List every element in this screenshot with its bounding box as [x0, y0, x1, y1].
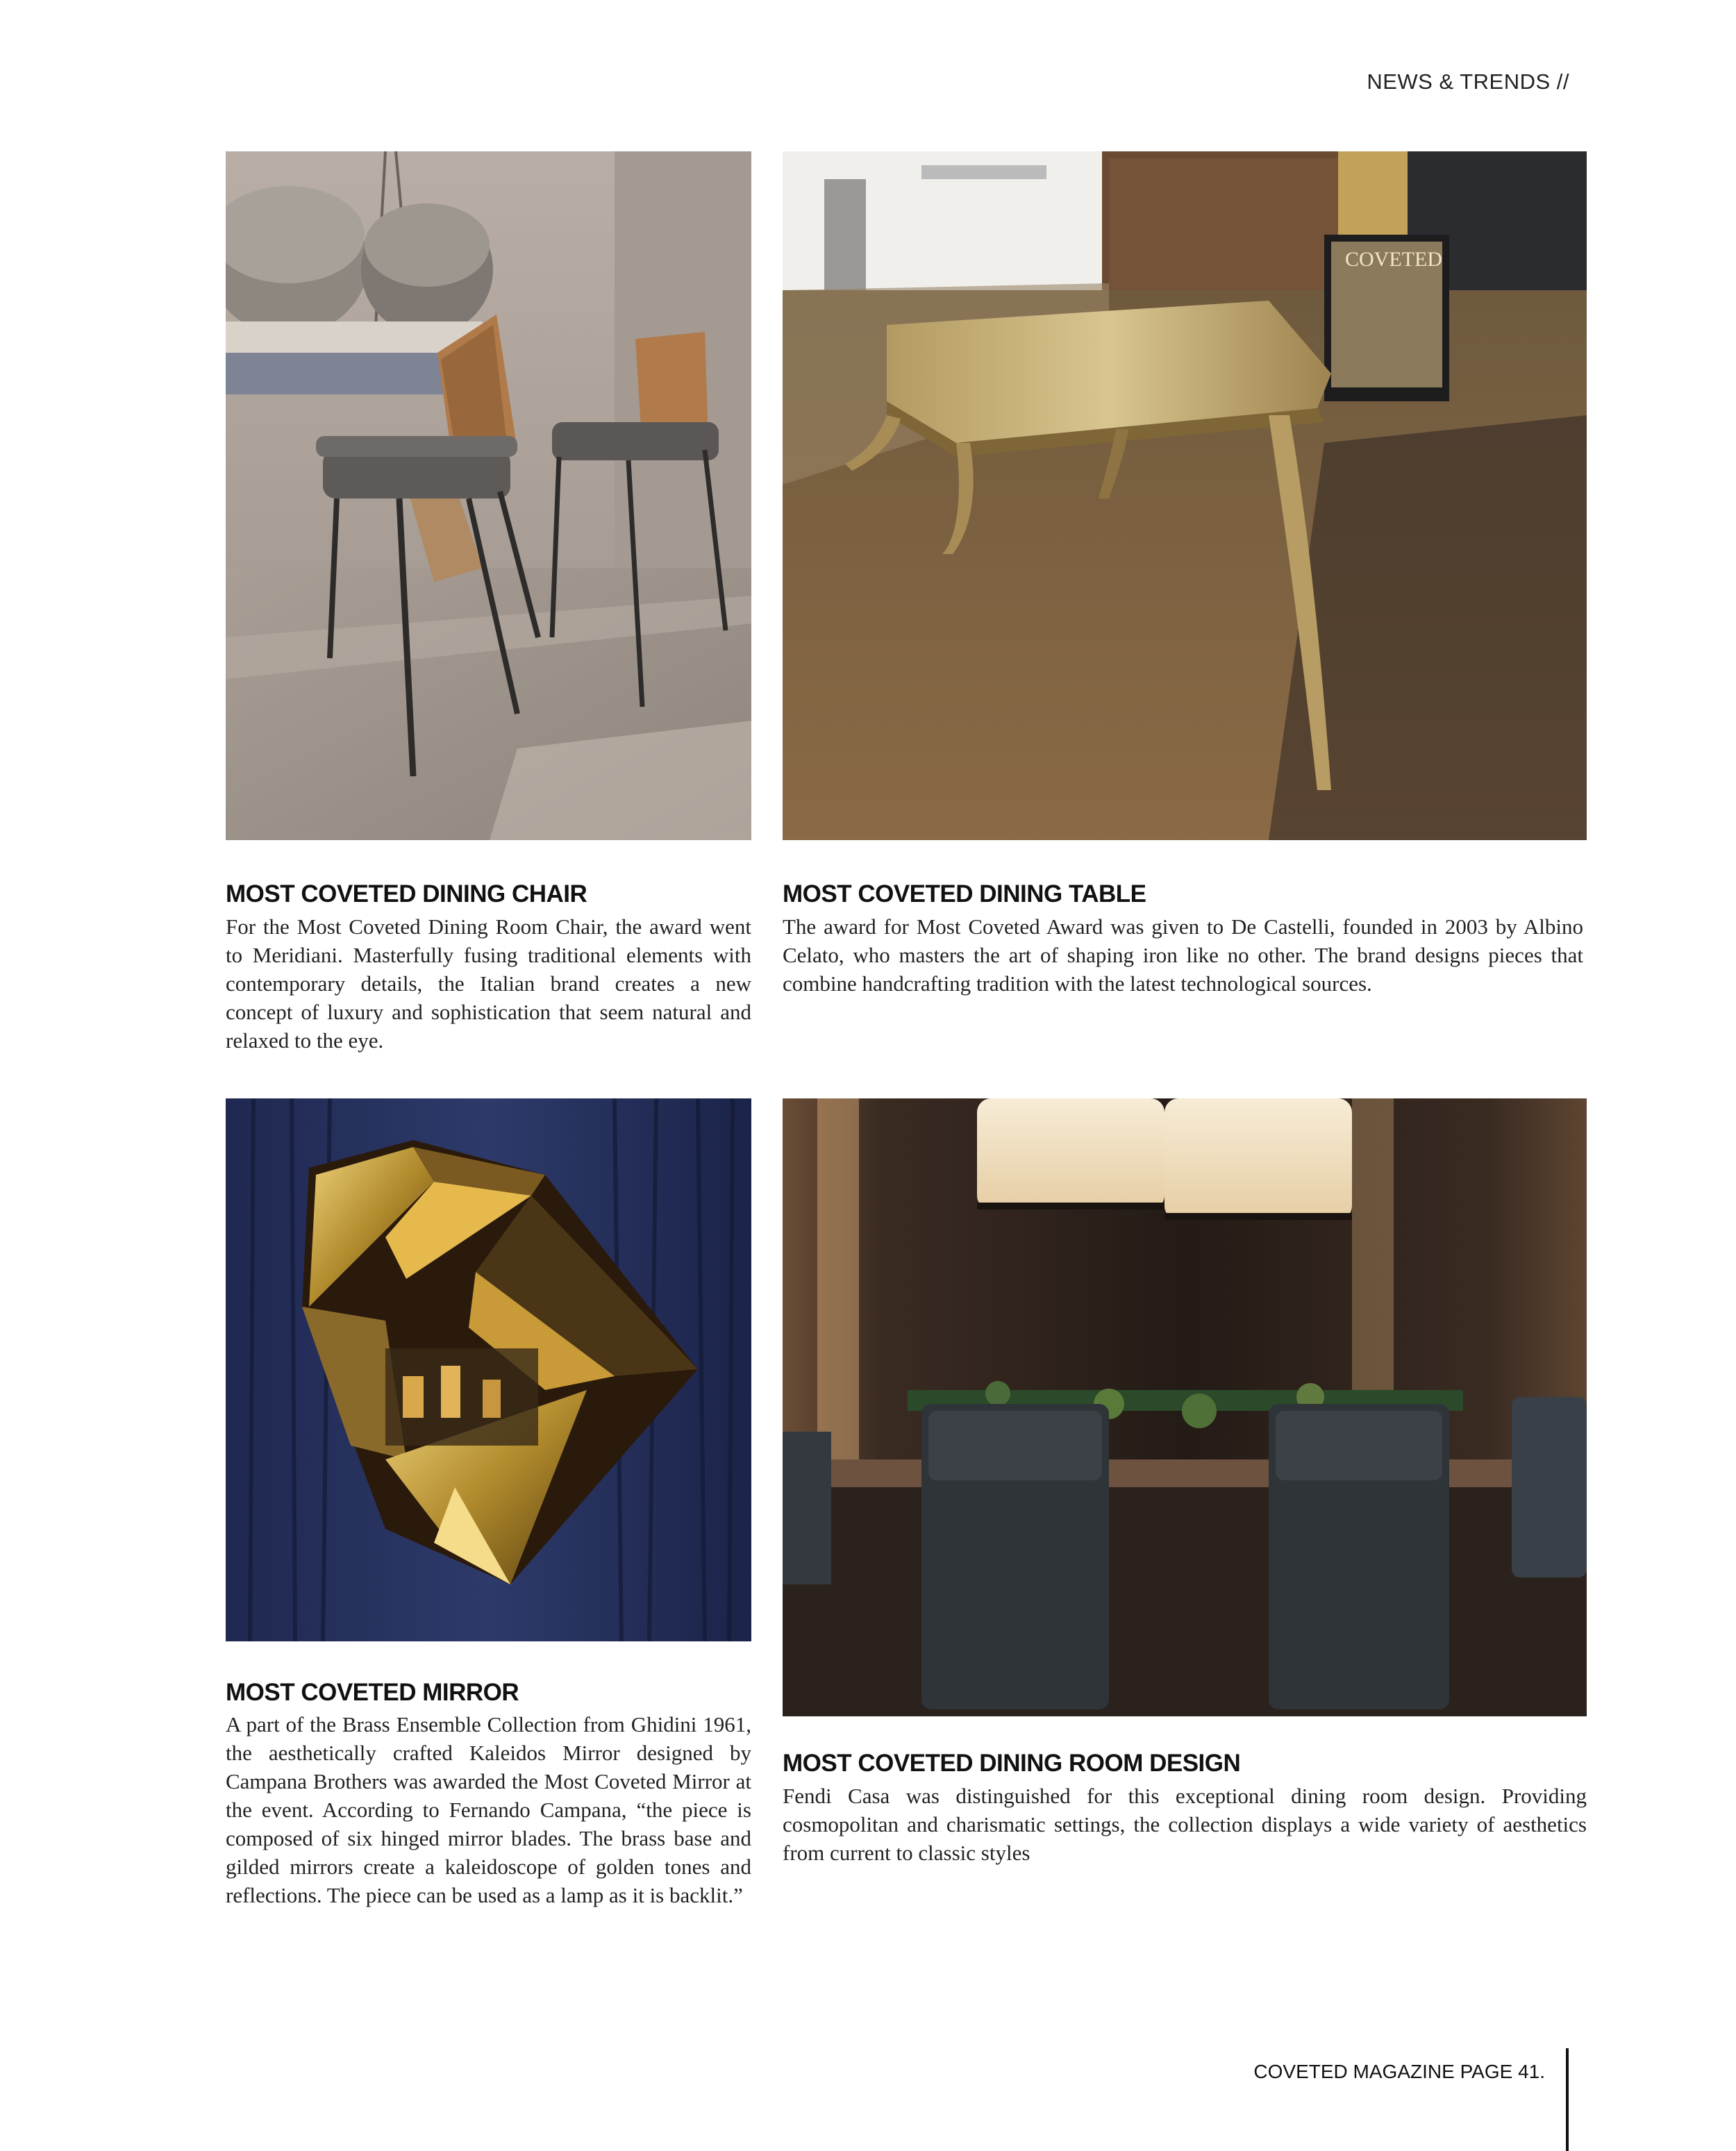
dining-room-heading: MOST COVETED DINING ROOM DESIGN — [783, 1750, 1241, 1777]
dining-table-body: The award for Most Coveted Award was given to De Castelli, founded in 2003 by Albino Celato, who masters the art of shaping iron like no other. The brand designs pieces that combine handcrafting tradition with the latest technological sources. — [783, 914, 1583, 996]
dining-chair-photo — [226, 151, 751, 840]
table-display-sign: COVETED — [1345, 248, 1442, 271]
dining-table-photo — [783, 151, 1587, 840]
dining-room-body: Fendi Casa was distinguished for this exceptional dining room design. Providing cosmopolitan and charismatic settings, the collection displays a wide variety of aesthetics from current to classic styles — [783, 1784, 1587, 1865]
footer-rule — [1566, 2048, 1569, 2151]
mirror-body: A part of the Brass Ensemble Collection from Ghidini 1961, the aesthetically crafted Kaleidos Mirror designed by Campana Brothers was awarded the Most Coveted Mirror at the event. According to Fernando Campana, “the piece is composed of six hinged mirror blades. The brass base and gilded mirrors create a kaleidoscope of golden tones and reflections. The piece can be used as a lamp as it is backlit.” — [226, 1712, 751, 1907]
dining-room-photo — [783, 1098, 1587, 1716]
mirror-heading: MOST COVETED MIRROR — [226, 1679, 519, 1706]
dining-chair-body: For the Most Coveted Dining Room Chair, the award went to Meridiani. Masterfully fusing traditional elements with contemporary details, the Italian brand creates a new concept of luxury and sophistication that seem natural and relaxed to the eye. — [226, 914, 751, 1053]
dining-chair-heading: MOST COVETED DINING CHAIR — [226, 880, 587, 907]
dining-table-heading: MOST COVETED DINING TABLE — [783, 880, 1146, 907]
mirror-photo — [226, 1098, 751, 1641]
page-number-label: COVETED MAGAZINE PAGE 41. — [1253, 2061, 1545, 2082]
section-label: NEWS & TRENDS // — [1367, 69, 1569, 94]
